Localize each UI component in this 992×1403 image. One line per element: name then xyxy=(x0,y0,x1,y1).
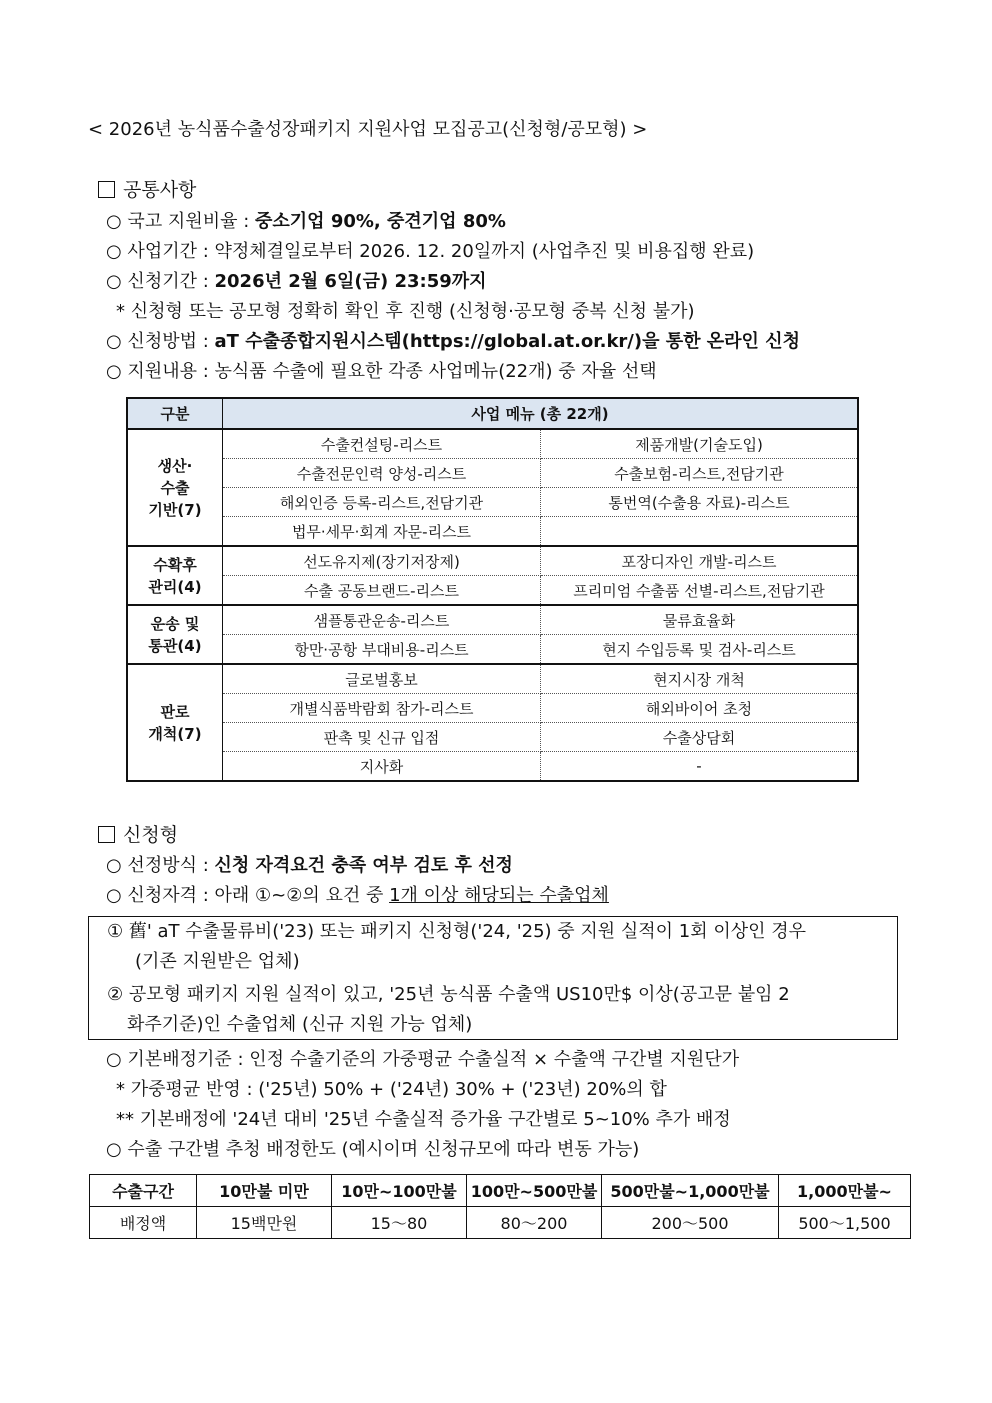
alloc-cell: 200～500 xyxy=(602,1207,779,1239)
criteria-2-line-2: 화주기준)인 수출업체 (신규 지원 가능 업체) xyxy=(127,1014,473,1035)
criteria-box xyxy=(88,916,898,1040)
menu-item: 현지 수입등록 및 검사-리스트 xyxy=(541,635,859,665)
menu-category: 생산· 수출 기반(7) xyxy=(127,429,223,546)
checkbox-square-icon xyxy=(98,826,115,843)
ratio-line: ○ 국고 지원비율 : 중소기업 90%, 중견기업 80% xyxy=(106,211,506,232)
menu-item: - xyxy=(541,752,859,782)
menu-header-menu: 사업 메뉴 (총 22개) xyxy=(223,398,859,429)
menu-item: 샘플통관운송-리스트 xyxy=(223,605,541,635)
alloc-cell: 15백만원 xyxy=(197,1207,332,1239)
bonus-note: ** 기본배정에 '24년 대비 '25년 수출실적 증가율 구간별로 5~10% 추가 배정 xyxy=(116,1109,731,1130)
alloc-cell: 15～80 xyxy=(332,1207,467,1239)
criteria-1-line-1: ① 舊' aT 수출물류비('23) 또는 패키지 신청형('24, '25) 중 지원 실적이 1회 이상인 경우 xyxy=(107,921,807,942)
criteria-2-line-1: ② 공모형 패키지 지원 실적이 있고, '25년 농식품 수출액 US10만$ 이상(공고문 붙임 2 xyxy=(107,984,790,1005)
menu-item: 통번역(수출용 자료)-리스트 xyxy=(541,488,859,517)
menu-item: 수출보험-리스트,전담기관 xyxy=(541,459,859,488)
menu-item: 수출상담회 xyxy=(541,723,859,752)
menu-item: 판촉 및 신규 입점 xyxy=(223,723,541,752)
menu-item: 수출전문인력 양성-리스트 xyxy=(223,459,541,488)
menu-item: 글로벌홍보 xyxy=(223,664,541,694)
alloc-cell: 배정액 xyxy=(90,1207,197,1239)
menu-item: 해외바이어 초청 xyxy=(541,694,859,723)
weighted-note: * 가중평균 반영 : ('25년) 50% + ('24년) 30% + ('23년) 20%의 합 xyxy=(116,1079,667,1100)
alloc-header: 수출구간 xyxy=(90,1175,197,1207)
alloc-header: 100만~500만불 xyxy=(467,1175,602,1207)
menu-item: 법무·세무·회계 자문-리스트 xyxy=(223,517,541,547)
menu-category: 수확후 관리(4) xyxy=(127,546,223,605)
menu-item: 항만·공항 부대비용-리스트 xyxy=(223,635,541,665)
criteria-1-line-2: (기존 지원받은 업체) xyxy=(135,951,300,972)
select-method-line: ○ 선정방식 : 신청 자격요건 충족 여부 검토 후 선정 xyxy=(106,855,513,876)
menu-item: 현지시장 개척 xyxy=(541,664,859,694)
menu-item: 프리미엄 수출품 선별-리스트,전담기관 xyxy=(541,576,859,606)
menu-item: 해외인증 등록-리스트,전담기관 xyxy=(223,488,541,517)
menu-item: 물류효율화 xyxy=(541,605,859,635)
apply-note: * 신청형 또는 공모형 정확히 확인 후 진행 (신청형·공모형 중복 신청 불가) xyxy=(116,301,695,322)
menu-item xyxy=(541,517,859,547)
apply-period-line: ○ 신청기간 : 2026년 2월 6일(금) 23:59까지 xyxy=(106,271,487,292)
menu-item: 수출컨설팅-리스트 xyxy=(223,429,541,459)
method-line: ○ 신청방법 : aT 수출종합지원시스템(https://global.at.or.kr/)을 통한 온라인 신청 xyxy=(106,331,800,352)
checkbox-square-icon xyxy=(98,181,115,198)
menu-item: 포장디자인 개발-리스트 xyxy=(541,546,859,576)
menu-header-category: 구분 xyxy=(127,398,223,429)
alloc-header: 10만~100만불 xyxy=(332,1175,467,1207)
alloc-header: 500만불~1,000만불 xyxy=(602,1175,779,1207)
page-title: < 2026년 농식품수출성장패키지 지원사업 모집공고(신청형/공모형) > xyxy=(88,119,648,140)
period-line: ○ 사업기간 : 약정체결일로부터 2026. 12. 20일까지 (사업추진 및 비용집행 완료) xyxy=(106,241,755,262)
menu-item: 선도유지제(장기저장제) xyxy=(223,546,541,576)
menu-item: 수출 공동브랜드-리스트 xyxy=(223,576,541,606)
common-heading: 공통사항 xyxy=(98,178,196,202)
menu-category: 운송 및 통관(4) xyxy=(127,605,223,664)
menu-table xyxy=(126,397,859,782)
allocation-table xyxy=(89,1174,911,1239)
alloc-header: 1,000만불~ xyxy=(779,1175,911,1207)
menu-item: 개별식품박람회 참가-리스트 xyxy=(223,694,541,723)
alloc-header: 10만불 미만 xyxy=(197,1175,332,1207)
limit-line: ○ 수출 구간별 추청 배정한도 (예시이며 신청규모에 따라 변동 가능) xyxy=(106,1139,640,1160)
alloc-cell: 80～200 xyxy=(467,1207,602,1239)
menu-item: 지사화 xyxy=(223,752,541,782)
apply-type-heading: 신청형 xyxy=(98,823,178,847)
menu-category: 판로 개척(7) xyxy=(127,664,223,781)
content-line: ○ 지원내용 : 농식품 수출에 필요한 각종 사업메뉴(22개) 중 자율 선택 xyxy=(106,361,657,382)
menu-item: 제품개발(기술도입) xyxy=(541,429,859,459)
qualification-line: ○ 신청자격 : 아래 ①~②의 요건 중 1개 이상 해당되는 수출업체 xyxy=(106,885,609,906)
alloc-cell: 500～1,500 xyxy=(779,1207,911,1239)
basis-line: ○ 기본배정기준 : 인정 수출기준의 가중평균 수출실적 × 수출액 구간별 지원단가 xyxy=(106,1049,740,1070)
